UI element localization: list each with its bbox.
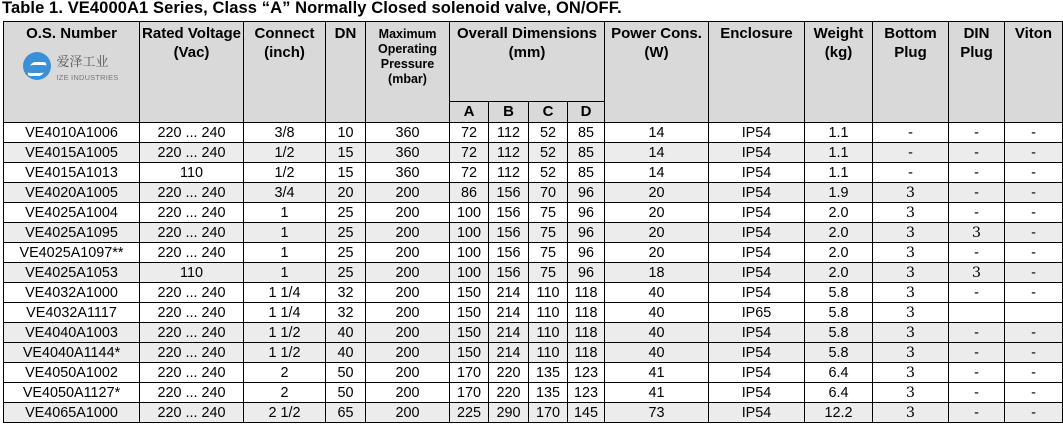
dn-cell: 20 [326,183,366,203]
dim-d-cell: 118 [568,343,605,363]
pressure-cell: 360 [366,143,450,163]
bottom-plug-cell: 3 [873,323,949,343]
table-row [4,223,1063,243]
dn-cell: 25 [326,223,366,243]
dim-c-cell: 52 [529,123,568,143]
connect-cell: 1/2 [244,143,326,163]
voltage-cell: 220 ... 240 [140,283,244,303]
viton-header: Viton [1005,22,1063,123]
power-header: Power Cons. (W) [605,22,709,123]
viton-cell: - [1005,203,1063,223]
voltage-cell: 220 ... 240 [140,303,244,323]
connect-cell: 1 1/4 [244,303,326,323]
dim-c-cell: 110 [529,303,568,323]
connect-cell: 3/4 [244,183,326,203]
enclosure-cell: IP54 [709,163,805,183]
table-row [4,183,1063,203]
ize-logo [17,49,127,83]
din-plug-cell: 3 [949,223,1005,243]
dim-b-cell: 220 [489,363,529,383]
pressure-cell: 360 [366,163,450,183]
code-cell: VE4020A1005 [4,183,140,203]
weight-cell: 1.1 [805,163,873,183]
table-row [4,263,1063,283]
bottom-plug-cell: 3 [873,363,949,383]
viton-cell: - [1005,163,1063,183]
din-plug-cell: - [949,363,1005,383]
dim-a-header: A [450,102,489,123]
power-cell: 20 [605,243,709,263]
din-plug-cell [949,303,1005,323]
bottom-plug-cell: 3 [873,183,949,203]
power-cell: 14 [605,143,709,163]
dim-c-cell: 135 [529,363,568,383]
dn-cell: 50 [326,363,366,383]
dim-b-cell: 156 [489,263,529,283]
dim-b-cell: 156 [489,243,529,263]
pressure-cell: 360 [366,123,450,143]
pressure-cell: 200 [366,383,450,403]
din-plug-cell: - [949,143,1005,163]
dim-d-header: D [568,102,605,123]
os-number-header [4,22,140,123]
connect-header: Connect (inch) [244,22,326,123]
dim-b-cell: 156 [489,183,529,203]
viton-cell: - [1005,343,1063,363]
table-body [4,123,1063,423]
dim-a-cell: 86 [450,183,489,203]
rated-voltage-header: Rated Voltage (Vac) [140,22,244,123]
logo-english-text: IZE INDUSTRIES [56,73,119,82]
dim-a-cell: 100 [450,263,489,283]
enclosure-cell: IP54 [709,143,805,163]
spec-table [3,21,1063,423]
din-plug-cell: - [949,403,1005,423]
din-plug-cell: 3 [949,263,1005,283]
dim-a-cell: 100 [450,243,489,263]
enclosure-cell: IP54 [709,363,805,383]
power-cell: 41 [605,363,709,383]
table-row [4,203,1063,223]
weight-cell: 6.4 [805,363,873,383]
weight-cell: 5.8 [805,303,873,323]
dim-d-cell: 96 [568,223,605,243]
connect-cell: 1 1/2 [244,343,326,363]
dim-c-cell: 135 [529,383,568,403]
power-cell: 20 [605,203,709,223]
bottom-plug-cell: - [873,143,949,163]
pressure-cell: 200 [366,403,450,423]
dim-c-cell: 110 [529,323,568,343]
code-cell: VE4010A1006 [4,123,140,143]
viton-cell: - [1005,123,1063,143]
code-cell: VE4040A1003 [4,323,140,343]
dim-b-cell: 214 [489,303,529,323]
din-plug-cell: - [949,383,1005,403]
dim-b-cell: 112 [489,123,529,143]
viton-cell: - [1005,403,1063,423]
dim-d-cell: 85 [568,143,605,163]
enclosure-cell: IP54 [709,203,805,223]
code-cell: VE4025A1004 [4,203,140,223]
enclosure-cell: IP54 [709,323,805,343]
weight-cell: 12.2 [805,403,873,423]
weight-cell: 5.8 [805,343,873,363]
dim-b-cell: 214 [489,323,529,343]
code-cell: VE4015A1005 [4,143,140,163]
enclosure-cell: IP54 [709,183,805,203]
code-cell: VE4040A1144* [4,343,140,363]
table-row [4,143,1063,163]
viton-cell: - [1005,323,1063,343]
dim-c-cell: 52 [529,143,568,163]
viton-cell: - [1005,143,1063,163]
voltage-cell: 220 ... 240 [140,323,244,343]
dim-d-cell: 145 [568,403,605,423]
pressure-cell: 200 [366,203,450,223]
din-plug-cell: - [949,243,1005,263]
logo-chinese-text: 爱泽工业 [56,54,109,69]
power-cell: 18 [605,263,709,283]
enclosure-cell: IP54 [709,283,805,303]
voltage-cell: 220 ... 240 [140,143,244,163]
code-cell: VE4050A1002 [4,363,140,383]
dim-c-header: C [529,102,568,123]
bottom-plug-cell: 3 [873,343,949,363]
dn-cell: 40 [326,323,366,343]
table-title: Table 1. VE4000A1 Series, Class “A” Normally Closed solenoid valve, ON/OFF. [2,0,622,17]
power-cell: 40 [605,283,709,303]
dim-c-cell: 75 [529,223,568,243]
dim-b-cell: 156 [489,223,529,243]
dim-c-cell: 52 [529,163,568,183]
dim-b-cell: 112 [489,143,529,163]
power-cell: 20 [605,183,709,203]
pressure-cell: 200 [366,343,450,363]
weight-cell: 5.8 [805,323,873,343]
bottom-plug-cell: - [873,163,949,183]
din-plug-cell: - [949,123,1005,143]
overall-dimensions-header: Overall Dimensions (mm) [450,22,605,102]
din-plug-cell: - [949,323,1005,343]
weight-header: Weight (kg) [805,22,873,123]
weight-cell: 2.0 [805,223,873,243]
dim-d-cell: 96 [568,243,605,263]
bottom-plug-header: Bottom Plug [873,22,949,123]
pressure-cell: 200 [366,223,450,243]
din-plug-cell: - [949,283,1005,303]
dim-c-cell: 70 [529,183,568,203]
enclosure-cell: IP54 [709,263,805,283]
pressure-cell: 200 [366,363,450,383]
bottom-plug-cell: 3 [873,383,949,403]
weight-cell: 2.0 [805,203,873,223]
table-row [4,163,1063,183]
connect-cell: 2 [244,383,326,403]
dim-a-cell: 72 [450,143,489,163]
dn-cell: 25 [326,243,366,263]
enclosure-header: Enclosure [709,22,805,123]
dn-cell: 40 [326,343,366,363]
table-row [4,283,1063,303]
enclosure-cell: IP54 [709,243,805,263]
power-cell: 40 [605,323,709,343]
code-cell: VE4065A1000 [4,403,140,423]
dn-cell: 25 [326,263,366,283]
code-cell: VE4025A1097** [4,243,140,263]
weight-cell: 5.8 [805,283,873,303]
voltage-cell: 220 ... 240 [140,383,244,403]
code-cell: VE4025A1053 [4,263,140,283]
code-cell: VE4015A1013 [4,163,140,183]
table-row [4,243,1063,263]
bottom-plug-cell: 3 [873,223,949,243]
max-pressure-header: Maximum Operating Pressure (mbar) [366,22,450,123]
weight-cell: 2.0 [805,243,873,263]
dim-c-cell: 75 [529,263,568,283]
os-number-label: O.S. Number [26,25,117,42]
voltage-cell: 110 [140,163,244,183]
table-row [4,403,1063,423]
dim-a-cell: 225 [450,403,489,423]
dim-d-cell: 85 [568,163,605,183]
dim-d-cell: 96 [568,183,605,203]
dim-c-cell: 170 [529,403,568,423]
connect-cell: 1 1/2 [244,323,326,343]
dn-cell: 32 [326,283,366,303]
dim-b-cell: 220 [489,383,529,403]
dim-d-cell: 85 [568,123,605,143]
dim-d-cell: 123 [568,363,605,383]
enclosure-cell: IP65 [709,303,805,323]
dim-c-cell: 110 [529,283,568,303]
header-row [4,22,1063,102]
power-cell: 41 [605,383,709,403]
connect-cell: 1 [244,203,326,223]
voltage-cell: 110 [140,263,244,283]
dim-a-cell: 150 [450,323,489,343]
bottom-plug-cell: - [873,123,949,143]
pressure-cell: 200 [366,263,450,283]
viton-cell: - [1005,243,1063,263]
bottom-plug-cell: 3 [873,263,949,283]
voltage-cell: 220 ... 240 [140,203,244,223]
viton-cell: - [1005,263,1063,283]
voltage-cell: 220 ... 240 [140,183,244,203]
dn-cell: 25 [326,203,366,223]
dn-cell: 65 [326,403,366,423]
voltage-cell: 220 ... 240 [140,403,244,423]
dim-c-cell: 110 [529,343,568,363]
din-plug-cell: - [949,203,1005,223]
weight-cell: 1.9 [805,183,873,203]
connect-cell: 1 [244,243,326,263]
table-row [4,323,1063,343]
dim-b-cell: 214 [489,283,529,303]
dim-b-cell: 214 [489,343,529,363]
weight-cell: 2.0 [805,263,873,283]
viton-cell: - [1005,183,1063,203]
voltage-cell: 220 ... 240 [140,243,244,263]
dim-a-cell: 170 [450,383,489,403]
dim-c-cell: 75 [529,243,568,263]
dn-cell: 10 [326,123,366,143]
dn-header: DN [326,22,366,123]
pressure-cell: 200 [366,243,450,263]
dim-d-cell: 118 [568,303,605,323]
enclosure-cell: IP54 [709,403,805,423]
dim-a-cell: 100 [450,203,489,223]
enclosure-cell: IP54 [709,123,805,143]
voltage-cell: 220 ... 240 [140,123,244,143]
pressure-cell: 200 [366,303,450,323]
connect-cell: 1 1/4 [244,283,326,303]
dn-cell: 50 [326,383,366,403]
voltage-cell: 220 ... 240 [140,363,244,383]
code-cell: VE4025A1095 [4,223,140,243]
dn-cell: 32 [326,303,366,323]
viton-cell [1005,303,1063,323]
connect-cell: 1/2 [244,163,326,183]
power-cell: 40 [605,303,709,323]
dim-d-cell: 123 [568,383,605,403]
table-row [4,303,1063,323]
code-cell: VE4032A1117 [4,303,140,323]
dim-a-cell: 150 [450,283,489,303]
power-cell: 40 [605,343,709,363]
connect-cell: 2 1/2 [244,403,326,423]
code-cell: VE4032A1000 [4,283,140,303]
bottom-plug-cell: 3 [873,403,949,423]
power-cell: 14 [605,123,709,143]
din-plug-cell: - [949,183,1005,203]
code-cell: VE4050A1127* [4,383,140,403]
viton-cell: - [1005,383,1063,403]
enclosure-cell: IP54 [709,383,805,403]
din-plug-cell: - [949,343,1005,363]
bottom-plug-cell: 3 [873,303,949,323]
dn-cell: 15 [326,143,366,163]
dim-a-cell: 150 [450,343,489,363]
dim-d-cell: 118 [568,323,605,343]
dim-b-cell: 290 [489,403,529,423]
bottom-plug-cell: 3 [873,203,949,223]
voltage-cell: 220 ... 240 [140,343,244,363]
dim-a-cell: 72 [450,123,489,143]
dim-d-cell: 96 [568,263,605,283]
pressure-cell: 200 [366,183,450,203]
power-cell: 73 [605,403,709,423]
weight-cell: 1.1 [805,123,873,143]
dim-c-cell: 75 [529,203,568,223]
pressure-cell: 200 [366,323,450,343]
enclosure-cell: IP54 [709,343,805,363]
power-cell: 14 [605,163,709,183]
viton-cell: - [1005,363,1063,383]
dim-a-cell: 170 [450,363,489,383]
bottom-plug-cell: 3 [873,243,949,263]
weight-cell: 6.4 [805,383,873,403]
pressure-cell: 200 [366,283,450,303]
dim-b-header: B [489,102,529,123]
table-row [4,383,1063,403]
din-plug-cell: - [949,163,1005,183]
dim-b-cell: 112 [489,163,529,183]
dn-cell: 15 [326,163,366,183]
viton-cell: - [1005,283,1063,303]
dim-a-cell: 150 [450,303,489,323]
dim-d-cell: 118 [568,283,605,303]
connect-cell: 3/8 [244,123,326,143]
weight-cell: 1.1 [805,143,873,163]
table-row [4,343,1063,363]
bottom-plug-cell: 3 [873,283,949,303]
table-row [4,363,1063,383]
ize-logo-icon [23,52,51,80]
dim-a-cell: 100 [450,223,489,243]
din-plug-header: DIN Plug [949,22,1005,123]
connect-cell: 1 [244,263,326,283]
connect-cell: 1 [244,223,326,243]
connect-cell: 2 [244,363,326,383]
power-cell: 20 [605,223,709,243]
dim-d-cell: 96 [568,203,605,223]
viton-cell: - [1005,223,1063,243]
enclosure-cell: IP54 [709,223,805,243]
dim-a-cell: 72 [450,163,489,183]
voltage-cell: 220 ... 240 [140,223,244,243]
table-row [4,123,1063,143]
dim-b-cell: 156 [489,203,529,223]
